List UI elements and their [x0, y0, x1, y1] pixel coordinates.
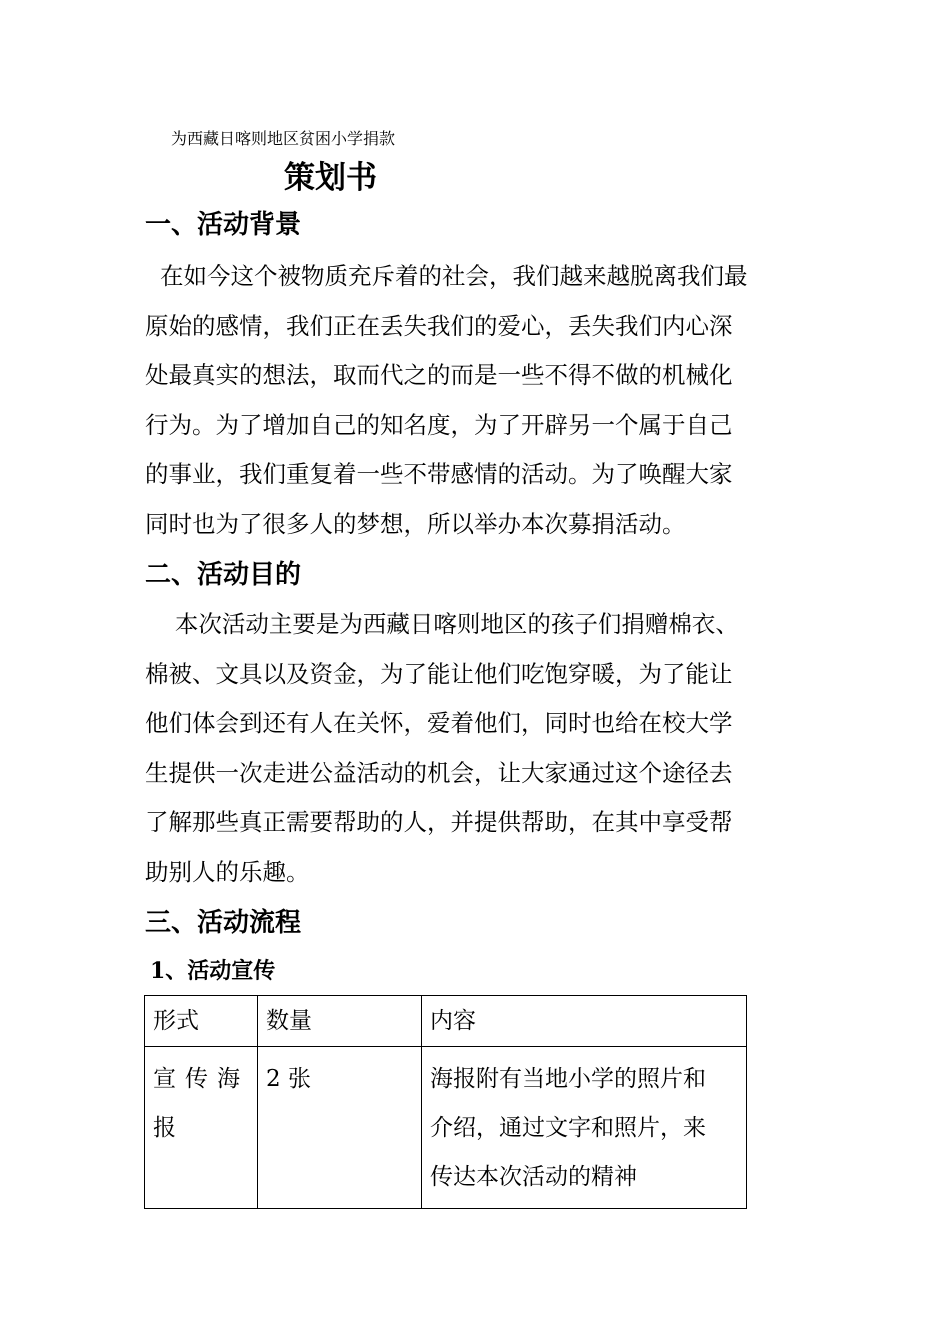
- section-body-purpose: [145, 600, 739, 897]
- document-title: 策划书: [284, 160, 377, 196]
- paragraph-line: 的事业，我们重复着一些不带感情的活动。为了唤醒大家: [145, 460, 733, 488]
- paragraph-line: 本次活动主要是为西藏日喀则地区的孩子们捐赠棉衣、: [145, 610, 739, 638]
- cell-line: 介绍，通过文字和照片，来: [430, 1115, 706, 1141]
- paragraph-line: 生提供一次走进公益活动的机会，让大家通过这个途径去: [145, 758, 733, 787]
- table-header-row: [145, 996, 747, 1047]
- section-subheading-promotion: 1、活动宣传: [150, 958, 276, 984]
- cell-line: 海报附有当地小学的照片和: [430, 1066, 706, 1092]
- cell-line: 宣传海: [153, 1066, 249, 1092]
- section-heading-process: 三、活动流程: [145, 908, 302, 938]
- table-cell-form: [145, 1047, 258, 1209]
- table-header-form: 形式: [145, 996, 258, 1047]
- table-cell-quantity: 2 张: [258, 1047, 422, 1209]
- paragraph-line: 助别人的乐趣。: [145, 857, 310, 886]
- table-header-quantity: 数量: [258, 996, 422, 1047]
- paragraph-line: 行为。为了增加自己的知名度，为了开辟另一个属于自己: [145, 410, 733, 439]
- table-header-content: 内容: [422, 996, 747, 1047]
- paragraph-line: 处最真实的想法，取而代之的而是一些不得不做的机械化: [145, 361, 733, 389]
- table-row: [145, 1047, 747, 1209]
- document-subtitle: 为西藏日喀则地区贫困小学捐款: [171, 129, 396, 148]
- cell-line: 传达本次活动的精神: [430, 1164, 637, 1190]
- table-cell-content: [422, 1047, 747, 1209]
- section-heading-purpose: 二、活动目的: [145, 560, 302, 590]
- paragraph-line: 他们体会到还有人在关怀，爱着他们，同时也给在校大学: [145, 709, 733, 737]
- cell-line: 报: [153, 1115, 176, 1141]
- paragraph-line: 原始的感情，我们正在丢失我们的爱心，丢失我们内心深: [145, 311, 733, 340]
- paragraph-line: 同时也为了很多人的梦想，所以举办本次募捐活动。: [145, 509, 686, 538]
- paragraph-line: 棉被、文具以及资金，为了能让他们吃饱穿暖，为了能让: [145, 659, 733, 688]
- promotion-table: [144, 995, 747, 1209]
- section-heading-background: 一、活动背景: [145, 210, 302, 240]
- section-body-background: [145, 252, 747, 549]
- paragraph-line: 在如今这个被物质充斥着的社会，我们越来越脱离我们最: [145, 262, 748, 290]
- paragraph-line: 了解那些真正需要帮助的人，并提供帮助，在其中享受帮: [145, 808, 733, 836]
